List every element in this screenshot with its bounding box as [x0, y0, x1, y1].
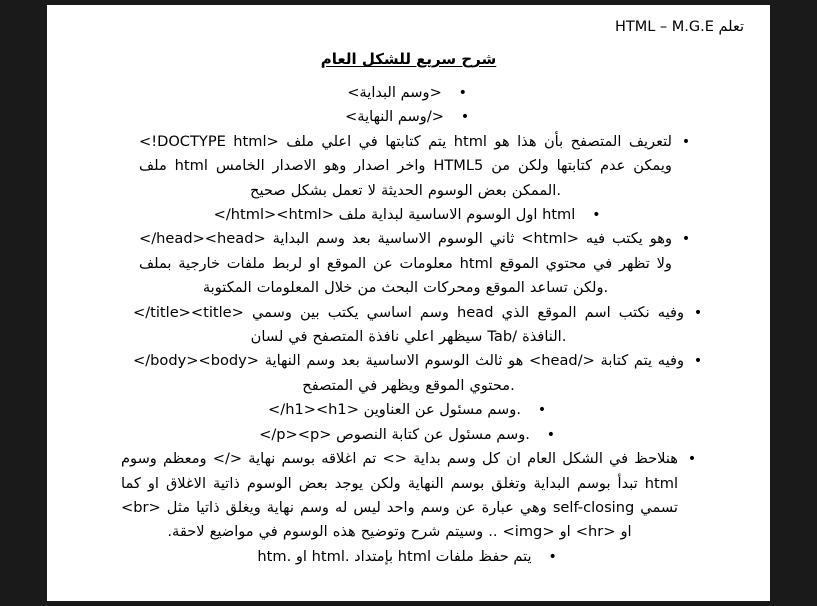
document-page: [47, 5, 770, 601]
list-item: [47, 81, 770, 105]
list-item-text: <وسم البداية>: [347, 84, 442, 101]
list-item: [47, 130, 770, 203]
list-item: [47, 398, 770, 422]
bullet-marker-icon: •: [693, 353, 703, 370]
bullet-marker-icon: •: [548, 548, 557, 565]
document-header: تعلم HTML – M.G.E: [614, 19, 744, 35]
list-item: [47, 545, 770, 569]
page-margin-bottom: [0, 601, 817, 606]
bullet-marker-icon: •: [546, 426, 556, 443]
page-title-container: [47, 49, 770, 68]
list-item: [47, 203, 770, 227]
page-title: شرح سريع للشكل العام: [320, 50, 497, 68]
list-item-text: </title><title> وسم اساسي يكتب بين وسمي head وفيه نكتب اسم الموقع الذي سيظهر اعلي نافذة المتصفح في لسان Tab/ النافذة.: [133, 303, 685, 346]
list-item-text: </h1><h1> وسم مسئول عن العناوين.: [268, 401, 521, 419]
list-item-text: هنلاحظ في الشكل العام ان كل وسم بداية <> تم اغلاقه بوسم نهاية </> ومعظم وسوم html تبدأ بوسم البداية وتغلق بوسم النهاية ولكن يوجد بعض الوسوم ذاتية الاغلاق او كما تسمي self-closing وهي عبارة عن وسم واحد ليس له وسم نهاية ويغلق ذاتيا مثل <br> او <hr> او <img> .. وسيتم شرح وتوضيح هذه الوسوم في مواضيع لاحقة.: [121, 450, 678, 541]
bullet-marker-icon: •: [687, 451, 697, 468]
list-item: [47, 227, 770, 300]
list-item-text: </head><head> ثاني الوسوم الاساسية بعد وسم البداية <html> وهو يكتب فيه معلومات عن الموقع او لربط ملفات خارجية بملف html ولا تظهر في محتوي الموقع ولكن تساعد الموقع ومحركات البحث من خلال المعلومات المكتوبة.: [139, 230, 672, 297]
bullet-marker-icon: •: [681, 133, 691, 150]
page-margin-top: [0, 0, 817, 5]
list-item-text: يتم حفظ ملفات html بإمتداد .html او .htm: [257, 547, 532, 565]
list-item: [47, 447, 770, 545]
list-item: [47, 423, 770, 447]
list-item-text: <!DOCTYPE html> يتم كتابتها في اعلي ملف html لتعريف المتصفح بأن هذا هو ملف html واخر اصدار وهو الاصدار الخامس HTML5 ويمكن عدم كتابتها ولكن من الممكن بعض الوسوم الحديثة لا تعمل بشكل صحيح.: [139, 132, 672, 199]
list-item-text: </p><p> وسم مسئول عن كتابة النصوص.: [259, 425, 530, 443]
bullet-marker-icon: •: [681, 231, 691, 248]
list-item-text: </html><html> اول الوسوم الاساسية لبداية ملف html: [213, 206, 576, 224]
bullet-marker-icon: •: [537, 402, 547, 419]
list-item-text: </body><body> هو ثالث الوسوم الاساسية بعد وسم النهاية <head/> وفيه يتم كتابة محتوي الموقع ويظهر في المتصفح.: [133, 352, 684, 394]
list-item: [47, 105, 770, 129]
bullet-marker-icon: •: [460, 109, 470, 126]
bullet-marker-icon: •: [458, 85, 467, 101]
content-bullet-list: [47, 81, 770, 569]
list-item: [47, 349, 770, 398]
bullet-marker-icon: •: [592, 207, 601, 224]
page-margin-left: [0, 0, 47, 606]
page-margin-right: [770, 0, 817, 606]
list-item: [47, 301, 770, 350]
bullet-marker-icon: •: [693, 304, 703, 321]
list-item-text: </وسم النهاية>: [345, 108, 444, 126]
